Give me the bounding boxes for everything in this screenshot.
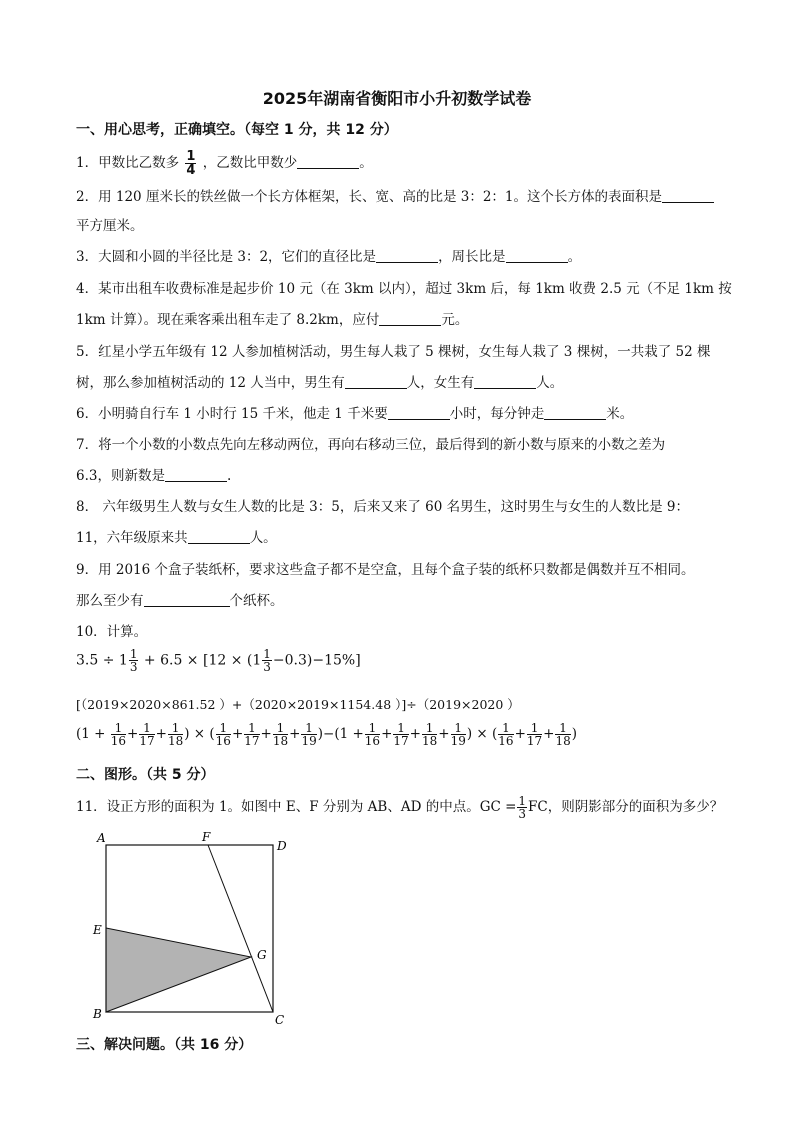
paren-close: ): [571, 726, 578, 742]
q2-line1: 2．用 120 厘米长的铁丝做一个长方体框架，长、宽、高的比是 3：2：1。这个长方体的表面积是: [76, 189, 662, 205]
frac-1-16: [111, 722, 126, 747]
label-d: D: [277, 839, 287, 853]
q9-line2a: 那么至少有: [76, 593, 144, 609]
frac-num: 1: [527, 722, 542, 735]
q9-line2b: 个纸杯。: [229, 593, 284, 609]
frac-num: 1: [301, 722, 316, 735]
q1-frac-den: 4: [186, 163, 196, 178]
q5-line2a: 树，那么参加植树活动的 12 人当中，男生有: [76, 375, 345, 391]
q3-text-c: 。: [567, 249, 582, 265]
q10-expression-1: [76, 648, 361, 673]
frac-den: 19: [450, 734, 466, 748]
q10-e1-part-c: −0.3)−15%]: [272, 652, 361, 669]
q9-blank[interactable]: [144, 592, 230, 607]
q6-blank-2[interactable]: [544, 405, 606, 420]
frac-den: 16: [498, 734, 514, 748]
frac-den: 16: [110, 734, 127, 748]
frac-1-17: [527, 722, 542, 747]
frac-num: 1: [555, 722, 570, 735]
plus-sign: +: [260, 726, 272, 742]
times-group: ) × (: [466, 726, 498, 742]
frac-num: 1: [129, 647, 138, 661]
q1-text-a: 1．甲数比乙数多: [76, 155, 180, 171]
question-8: [76, 529, 277, 547]
q4-line2a: 1km 计算）。现在乘客乘出租车走了 8.2km，应付: [76, 312, 380, 328]
plus-sign: +: [514, 726, 526, 742]
frac-num: 1: [263, 647, 271, 661]
q1-blank[interactable]: [297, 154, 359, 169]
frac-den: 19: [301, 734, 317, 748]
paren-open: (1 +: [76, 726, 106, 742]
q1-text-b: ，乙数比甲数少: [202, 155, 298, 171]
q5-line2c: 人。: [536, 375, 564, 391]
section-1-heading: 一、用心思考，正确填空。（每空 1 分，共 12 分）: [76, 122, 398, 138]
q5-blank-2[interactable]: [474, 374, 536, 389]
question-1: [76, 150, 373, 177]
frac-1-17: [139, 722, 154, 747]
plus-sign: +: [409, 726, 421, 742]
q10-e1-part-a: 3.5 ÷ 1: [76, 652, 128, 669]
q1-text-c: 。: [359, 155, 373, 171]
square-figure: [80, 828, 310, 1028]
q8-line1: 8． 六年级男生人数与女生人数的比是 3：5，后来又来了 60 名男生，这时男生与女生的人数比是 9：: [76, 499, 689, 515]
label-a: A: [97, 831, 106, 845]
frac-den: 17: [393, 734, 409, 748]
q6-text-c: 米。: [606, 406, 634, 422]
frac-den: 16: [215, 734, 231, 748]
times-group: ) × (: [184, 726, 215, 742]
question-11: [76, 795, 723, 820]
question-5: [76, 374, 563, 392]
q7-line2a: 6.3，则新数是: [76, 468, 165, 484]
plus-sign: +: [231, 726, 244, 742]
frac-den: 3: [129, 660, 138, 674]
q10-e1-part-b: + 6.5 × [12 × (1: [139, 652, 262, 669]
q3-text-a: 3．大圆和小圆的半径比是 3：2，它们的直径比是: [76, 249, 377, 265]
q1-fraction: [185, 150, 196, 177]
frac-1-17: [393, 722, 408, 747]
question-2: [76, 188, 714, 206]
frac-den: 17: [139, 734, 155, 748]
frac-1-18: [273, 722, 288, 747]
frac-num: 1: [393, 722, 408, 735]
question-4: [76, 311, 468, 329]
frac-num: 1: [139, 722, 154, 735]
q10-expression-3: [76, 722, 577, 747]
plus-sign: +: [543, 726, 555, 742]
frac-1-16: [216, 722, 231, 747]
q8-blank[interactable]: [188, 529, 250, 544]
label-g: G: [257, 948, 267, 962]
plus-sign: +: [438, 726, 450, 742]
label-e: E: [93, 923, 102, 937]
frac-num: 1: [365, 722, 380, 735]
q10-e1-frac-1: [129, 648, 139, 673]
label-b: B: [93, 1007, 102, 1021]
frac-num: 1: [518, 794, 527, 808]
section-3-heading: 三、解决问题。（共 16 分）: [76, 1037, 253, 1053]
frac-num: 1: [216, 722, 231, 735]
q1-frac-num: 1: [186, 149, 196, 164]
frac-num: 1: [422, 722, 437, 735]
minus-group: )−(1 +: [317, 726, 364, 742]
question-3: [76, 248, 581, 266]
q6-text-b: 小时，每分钟走: [449, 406, 545, 422]
q6-text-a: 6．小明骑自行车 1 小时行 15 千米，他走 1 千米要: [76, 406, 388, 422]
plus-sign: +: [289, 726, 301, 742]
q11-fraction: [517, 795, 527, 820]
q4-line1: 4．某市出租车收费标准是起步价 10 元（在 3km 以内），超过 3km 后，每 1km 收费 2.5 元（不足 1km 按: [76, 281, 732, 297]
frac-1-18: [555, 722, 570, 747]
plus-sign: +: [127, 726, 139, 742]
question-7: [76, 467, 231, 485]
line-fc: [208, 845, 273, 1012]
q11-text-a: 11．设正方形的面积为 1。如图中 E、F 分别为 AB、AD 的中点。GC =: [76, 799, 517, 815]
frac-1-18: [422, 722, 437, 747]
plus-sign: +: [381, 726, 393, 742]
page-title: 2025年湖南省衡阳市小升初数学试卷: [262, 89, 532, 108]
q2-blank[interactable]: [662, 188, 714, 203]
plus-sign: +: [155, 726, 167, 742]
q10-label: 10．计算。: [76, 624, 148, 640]
q7-line2b: .: [226, 468, 232, 484]
label-c: C: [275, 1013, 285, 1027]
q8-line2a: 11，六年级原来共: [76, 530, 188, 546]
q10-e1-frac-2: [262, 648, 272, 673]
q3-blank-1[interactable]: [376, 248, 438, 263]
frac-1-16: [365, 722, 380, 747]
q3-text-b: ，周长比是: [438, 249, 506, 265]
frac-den: 3: [518, 807, 527, 821]
frac-num: 1: [244, 722, 259, 735]
frac-num: 1: [111, 722, 126, 735]
frac-1-16: [498, 722, 513, 747]
frac-num: 1: [451, 722, 466, 735]
q11-text-b: FC，则阴影部分的面积为多少？: [528, 799, 724, 815]
frac-den: 17: [526, 734, 543, 748]
frac-1-17: [244, 722, 259, 747]
q8-line2b: 人。: [249, 530, 277, 546]
q7-line1: 7．将一个小数的小数点先向左移动两位，再向右移动三位，最后得到的新小数与原来的小数之差为: [76, 437, 666, 453]
q5-blank-1[interactable]: [345, 374, 407, 389]
frac-den: 3: [263, 660, 271, 674]
frac-1-19: [451, 722, 466, 747]
frac-den: 17: [244, 734, 260, 748]
label-f: F: [202, 830, 211, 844]
q3-blank-2[interactable]: [506, 248, 568, 263]
frac-den: 16: [364, 734, 381, 748]
frac-den: 18: [421, 734, 438, 748]
frac-num: 1: [168, 722, 183, 735]
q2-line2: 平方厘米。: [76, 218, 144, 234]
frac-1-18: [168, 722, 183, 747]
q10-expression-2: [（2019×2020×861.52 ）+（2020×2019×1154.48 ）]÷（2019×2020 ）: [76, 697, 520, 712]
frac-1-19: [301, 722, 316, 747]
q6-blank-1[interactable]: [388, 405, 450, 420]
q7-blank[interactable]: [165, 467, 227, 482]
q5-line1: 5．红星小学五年级有 12 人参加植树活动，男生每人栽了 5 棵树，女生每人栽了 3 棵树，一共栽了 52 棵: [76, 344, 711, 360]
q4-line2b: 元。: [441, 312, 469, 328]
question-6: [76, 405, 633, 423]
frac-den: 18: [555, 734, 571, 748]
shaded-triangle: [106, 928, 251, 1012]
section-2-heading: 二、图形。（共 5 分）: [76, 767, 215, 783]
frac-den: 18: [272, 734, 289, 748]
q4-blank[interactable]: [379, 311, 441, 326]
frac-den: 18: [167, 734, 184, 748]
question-9: [76, 592, 284, 610]
frac-num: 1: [273, 722, 288, 735]
q9-line1: 9．用 2016 个盒子装纸杯，要求这些盒子都不是空盒，且每个盒子装的纸杯只数都是偶数并互不相同。: [76, 562, 695, 578]
q5-line2b: 人，女生有: [406, 375, 475, 391]
frac-num: 1: [498, 722, 513, 735]
